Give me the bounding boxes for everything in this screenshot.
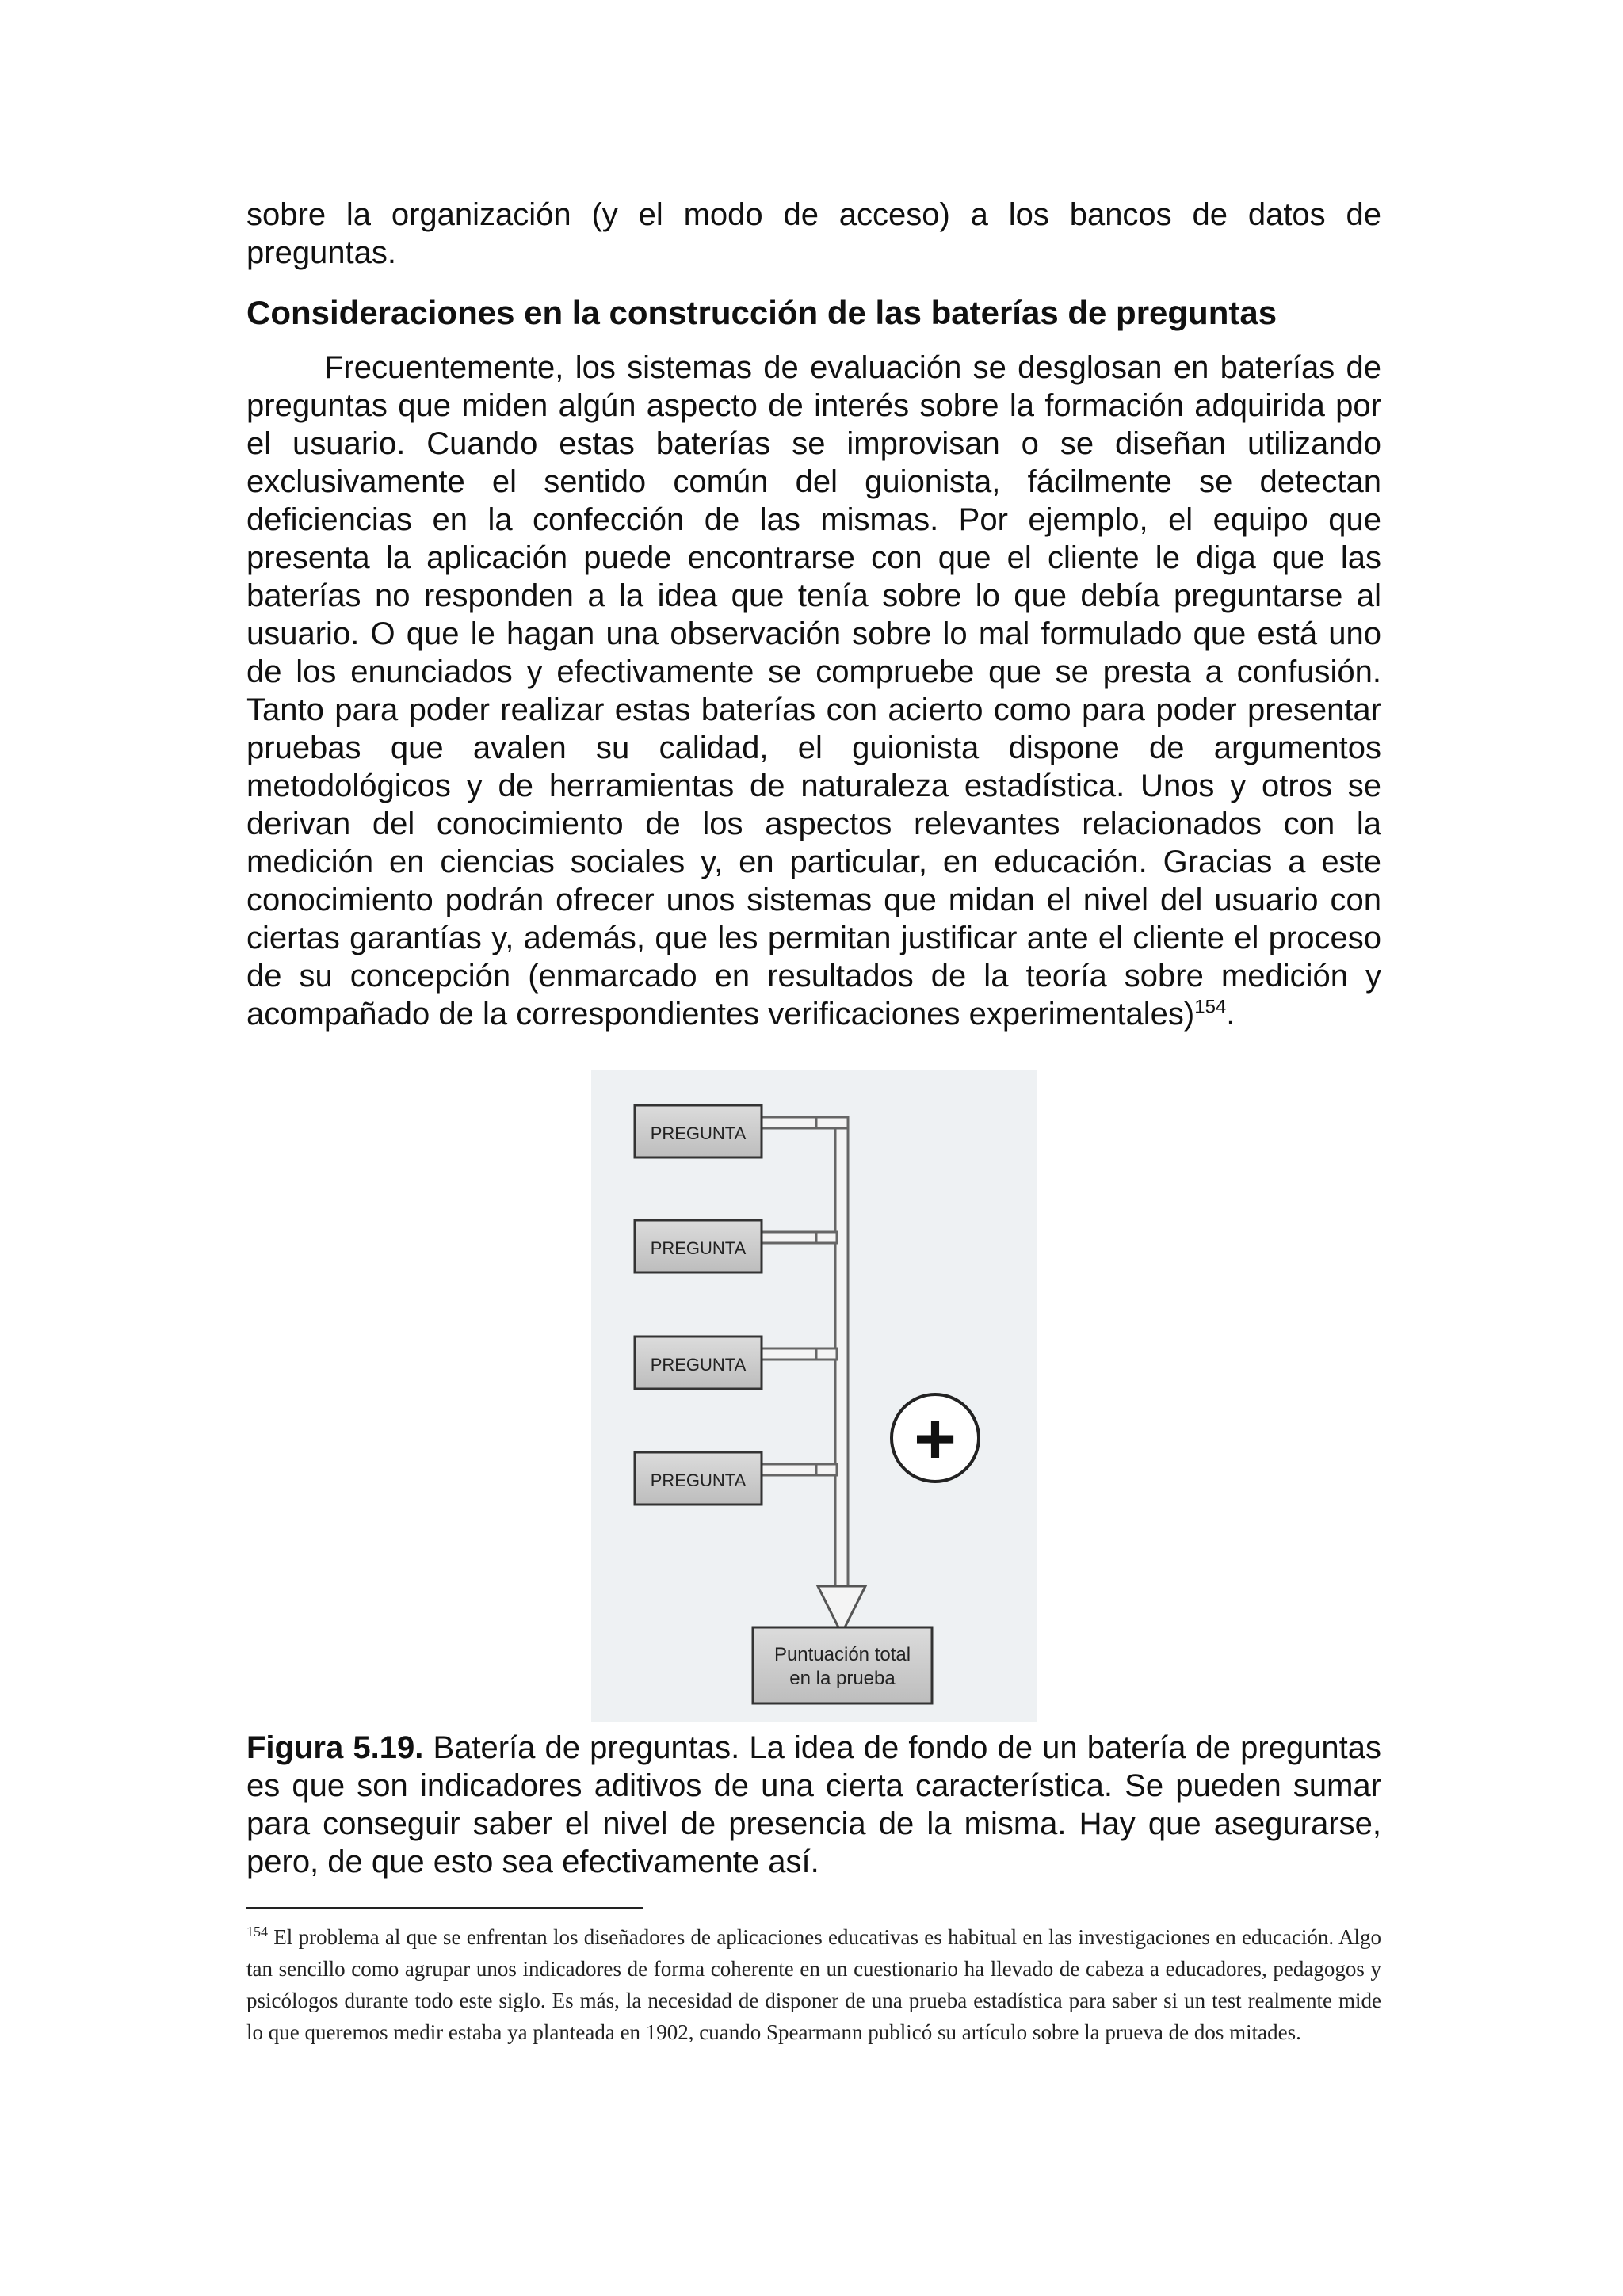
question-box-3-label: PREGUNTA [650,1355,747,1375]
footnote-text: El problema al que se enfrentan los diseñadores de aplicaciones educativas es habitual en las investigaciones en educación. Algo tan sencillo como agrupar unos indicadores de forma coherente en un cuestionario ha llevado de cabeza a educadores, pedagogos y psicólogos durante todo este siglo. Es más, la necesidad de disponer de una prueba estadística para saber si un test realmente mide lo que queremos medir estaba ya planteada en 1902, cuando Spearmann publicó su artículo sobre la prueva de dos mitades. [246,1925,1381,2044]
question-box-1 [635,1105,762,1158]
sum-arrow [816,1117,865,1634]
section-heading: Consideraciones en la construcción de las baterías de preguntas [246,294,1277,331]
total-score-box [753,1627,932,1703]
figure-caption [246,1729,1381,1881]
footnote-separator [246,1907,643,1909]
question-box-3 [635,1337,762,1389]
total-score-line2: en la prueba [789,1668,896,1689]
battery-diagram [591,1070,1037,1722]
question-box-4 [635,1452,762,1505]
question-box-2 [635,1220,762,1272]
question-box-2-label: PREGUNTA [650,1238,747,1258]
footnote [246,1921,1381,2048]
footnote-number: 154 [246,1924,268,1939]
figure-caption-text: Batería de preguntas. La idea de fondo de un batería de preguntas es que son indicadores aditivos de una cierta característica. Se pueden sumar para conseguir saber el nivel de presencia de la misma. Hay que asegurarse, pero, de que esto sea efectivamente así. [246,1730,1381,1879]
body-paragraph [246,349,1381,1033]
footnote-reference[interactable]: 154 [1194,996,1227,1018]
question-box-1-label: PREGUNTA [650,1123,747,1143]
question-battery-figure [591,1070,1037,1722]
plus-symbol: + [914,1398,957,1479]
intro-paragraph: sobre la organización (y el modo de acceso) a los bancos de datos de preguntas. [246,197,1381,270]
plus-icon [892,1394,979,1482]
body-paragraph-text: Frecuentemente, los sistemas de evaluación se desglosan en baterías de preguntas que miden algún aspecto de interés sobre la formación adquirida por el usuario. Cuando estas baterías se improvisan o se diseñan utilizando exclusivamente el sentido común del guionista, fácilmente se detectan deficiencias en la confección de las mismas. Por ejemplo, el equipo que presenta la aplicación puede encontrarse con que el cliente le diga que las baterías no responden a la idea que tenía sobre lo que debía preguntarse al usuario. O que le hagan una observación sobre lo mal formulado que está uno de los enunciados y efectivamente se compruebe que se presta a confusión. Tanto para poder realizar estas baterías con acierto como para poder presentar pruebas que avalen su calidad, el guionista dispone de argumentos metodológicos y de herramientas de naturaleza estadística. Unos y otros se derivan del conocimiento de los aspectos relevantes relacionados con la medición en ciencias sociales y, en particular, en educación. Gracias a este conocimiento podrán ofrecer unos sistemas que midan el nivel del usuario con ciertas garantías y, además, que les permitan justificar ante el cliente el proceso de su concepción (enmarcado en resultados de la teoría sobre medición y acompañado de la correspondientes verificaciones experimentales) [246,350,1381,1032]
question-box-4-label: PREGUNTA [650,1470,747,1490]
connectors [761,1117,816,1475]
body-paragraph-end: . [1226,997,1235,1032]
total-score-line1: Puntuación total [773,1644,911,1665]
figure-caption-label: Figura 5.19. [246,1730,424,1765]
